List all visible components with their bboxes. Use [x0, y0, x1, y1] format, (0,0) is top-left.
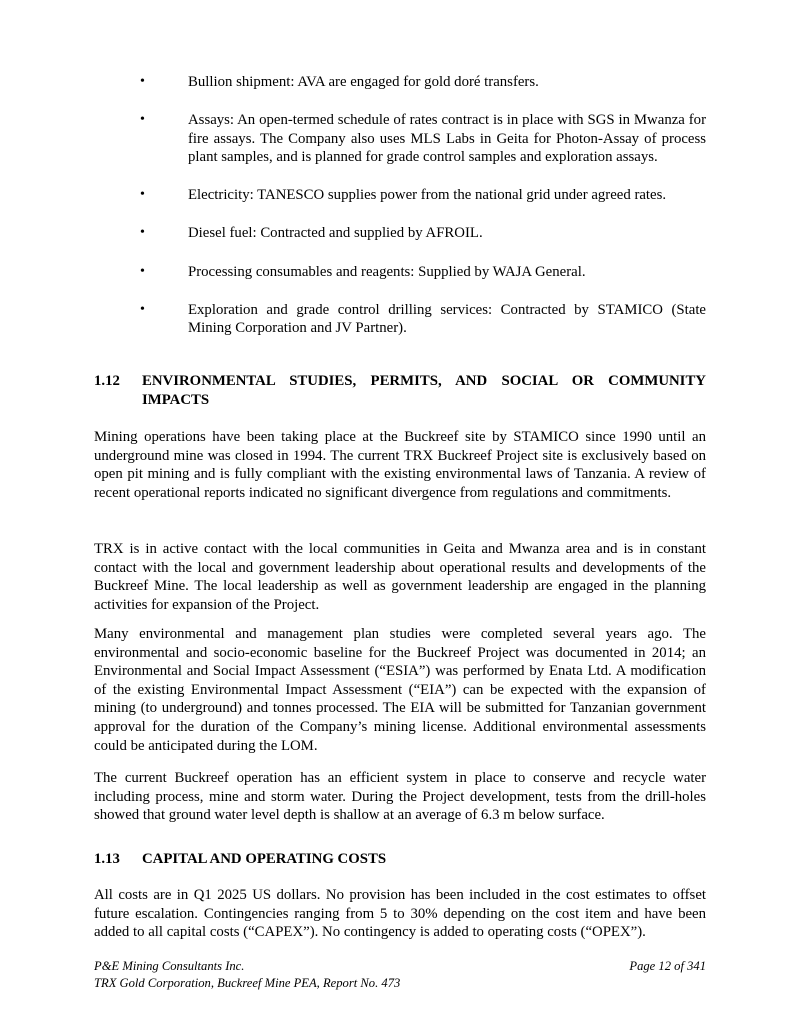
bullet-icon: •	[140, 225, 145, 241]
supplier-bullet-list	[94, 73, 706, 357]
footer-company: P&E Mining Consultants Inc.	[94, 959, 245, 973]
paragraph: TRX is in active contact with the local communities in Geita and Mwanza area and is in constant contact with the local and government leadership about operational results and developments of the Buckreef Mine. The local leadership as well as government leadership are engaged in the planning activities for expansion of the Project.	[94, 541, 706, 613]
paragraph: Mining operations have been taking place at the Buckreef site by STAMICO since 1990 until an underground mine was closed in 1994. The current TRX Buckreef Project site is exclusively based on open pit mining and is fully compliant with the existing environmental laws of Tanzania. A review of recent operational reports indicated no significant divergence from regulations and commitments.	[94, 429, 706, 501]
section-heading-1-13	[94, 850, 706, 869]
bullet-icon: •	[140, 187, 145, 203]
page-number: Page 12 of 341	[629, 959, 706, 973]
bullet-item	[94, 263, 706, 282]
section-heading-1-12	[94, 372, 706, 409]
section-title: CAPITAL AND OPERATING COSTS	[142, 851, 387, 867]
section-title: ENVIRONMENTAL STUDIES, PERMITS, AND SOCIAL OR COMMUNITY IMPACTS	[142, 373, 706, 408]
bullet-item	[94, 224, 706, 243]
bullet-item	[94, 301, 706, 338]
section-number: 1.12	[94, 373, 120, 389]
bullet-text: Bullion shipment: AVA are engaged for gold doré transfers.	[188, 74, 539, 90]
bullet-item	[94, 111, 706, 167]
page-footer	[94, 958, 706, 992]
section-number: 1.13	[94, 851, 120, 867]
bullet-icon: •	[140, 301, 145, 317]
bullet-text: Electricity: TANESCO supplies power from the national grid under agreed rates.	[188, 187, 667, 204]
bullet-text: Assays: An open-termed schedule of rates contract is in place with SGS in Mwanza for fire assays. The Company also uses MLS Labs in Geita for Photon-Assay of process plant samples, and is planned for grade control samples and exploration assays.	[188, 112, 706, 166]
bullet-icon: •	[140, 263, 145, 279]
bullet-icon: •	[140, 112, 145, 128]
bullet-item	[94, 186, 706, 205]
paragraph: Many environmental and management plan studies were completed several years ago. The environmental and socio-economic baseline for the Buckreef Project was documented in 2014; an Environmental and Social Impact Assessment (“ESIA”) was performed by Enata Ltd. A modification of the existing Environmental Impact Assessment (“EIA”) can be expected with the expansion of mining (to underground) and tonnes processed. The EIA will be submitted for Tanzanian government approval for the duration of the Company’s mining license. Additional environmental assessments could be anticipated during the LOM.	[94, 626, 706, 754]
bullet-text: Diesel fuel: Contracted and supplied by AFROIL.	[188, 225, 483, 242]
paragraph: All costs are in Q1 2025 US dollars. No provision has been included in the cost estimates to offset future escalation. Contingencies ranging from 5 to 30% depending on the cost item and have been added to all capital costs (“CAPEX”). No contingency is added to operating costs (“OPEX”).	[94, 887, 706, 941]
bullet-item	[94, 73, 706, 92]
paragraph: The current Buckreef operation has an efficient system in place to conserve and recycle water including process, mine and storm water. During the Project development, tests from the drill-holes showed that ground water level depth is shallow at an average of 6.3 m below surface.	[94, 770, 706, 824]
bullet-icon: •	[140, 74, 145, 89]
bullet-text: Exploration and grade control drilling services: Contracted by STAMICO (State Mining Corporation and JV Partner).	[188, 301, 706, 337]
footer-report: TRX Gold Corporation, Buckreef Mine PEA, Report No. 473	[94, 976, 401, 990]
bullet-text: Processing consumables and reagents: Supplied by WAJA General.	[188, 263, 586, 280]
